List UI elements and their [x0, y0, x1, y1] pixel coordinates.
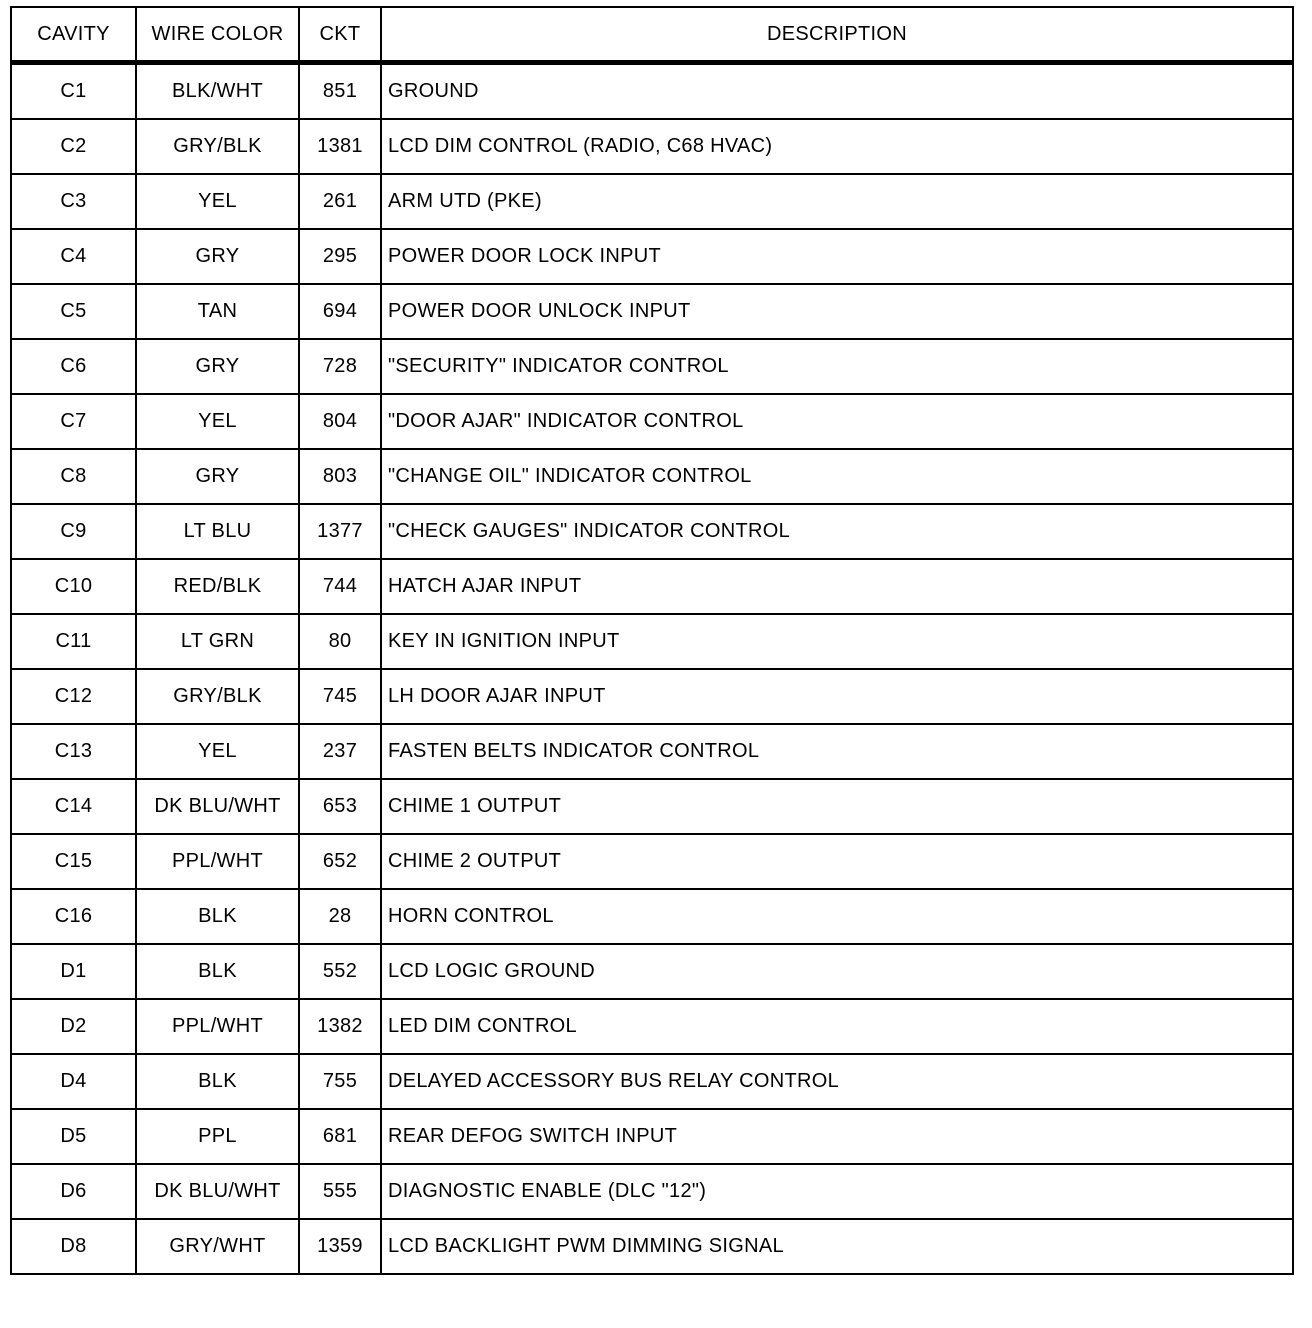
cell-cavity: D6: [11, 1164, 136, 1219]
table-row: [11, 339, 1293, 394]
table-row: [11, 944, 1293, 999]
cell-wire-color: GRY/WHT: [136, 1219, 299, 1274]
table-row: [11, 1164, 1293, 1219]
cell-wire-color: YEL: [136, 724, 299, 779]
table-row: [11, 999, 1293, 1054]
table-row: [11, 834, 1293, 889]
table-row: [11, 63, 1293, 120]
cell-ckt: 28: [299, 889, 381, 944]
cell-description: POWER DOOR LOCK INPUT: [381, 229, 1293, 284]
cell-wire-color: PPL/WHT: [136, 999, 299, 1054]
cell-ckt: 80: [299, 614, 381, 669]
cell-cavity: C2: [11, 119, 136, 174]
cell-wire-color: GRY: [136, 229, 299, 284]
cell-ckt: 744: [299, 559, 381, 614]
cell-ckt: 552: [299, 944, 381, 999]
cell-ckt: 653: [299, 779, 381, 834]
cell-description: LED DIM CONTROL: [381, 999, 1293, 1054]
cell-cavity: C15: [11, 834, 136, 889]
cell-description: REAR DEFOG SWITCH INPUT: [381, 1109, 1293, 1164]
cell-wire-color: YEL: [136, 394, 299, 449]
table-header-row: [11, 7, 1293, 63]
header-wire-color: WIRE COLOR: [136, 7, 299, 63]
table-row: [11, 1219, 1293, 1274]
cell-cavity: C12: [11, 669, 136, 724]
cell-cavity: C7: [11, 394, 136, 449]
table-row: [11, 1109, 1293, 1164]
cell-cavity: C10: [11, 559, 136, 614]
cell-cavity: C5: [11, 284, 136, 339]
header-cavity: CAVITY: [11, 7, 136, 63]
cell-ckt: 237: [299, 724, 381, 779]
cell-cavity: C13: [11, 724, 136, 779]
cell-cavity: C14: [11, 779, 136, 834]
cell-description: FASTEN BELTS INDICATOR CONTROL: [381, 724, 1293, 779]
cell-description: "CHECK GAUGES" INDICATOR CONTROL: [381, 504, 1293, 559]
cell-wire-color: GRY: [136, 449, 299, 504]
cell-description: "SECURITY" INDICATOR CONTROL: [381, 339, 1293, 394]
cell-cavity: D4: [11, 1054, 136, 1109]
cell-wire-color: GRY/BLK: [136, 119, 299, 174]
cell-ckt: 1359: [299, 1219, 381, 1274]
cell-description: LCD BACKLIGHT PWM DIMMING SIGNAL: [381, 1219, 1293, 1274]
cell-cavity: D8: [11, 1219, 136, 1274]
table-row: [11, 1054, 1293, 1109]
cell-wire-color: BLK: [136, 944, 299, 999]
cell-cavity: C9: [11, 504, 136, 559]
table-row: [11, 889, 1293, 944]
cell-description: HATCH AJAR INPUT: [381, 559, 1293, 614]
cell-description: ARM UTD (PKE): [381, 174, 1293, 229]
cell-wire-color: YEL: [136, 174, 299, 229]
table-row: [11, 229, 1293, 284]
cell-ckt: 803: [299, 449, 381, 504]
table-body: [11, 63, 1293, 1275]
cell-wire-color: TAN: [136, 284, 299, 339]
table-row: [11, 559, 1293, 614]
cell-cavity: D1: [11, 944, 136, 999]
cell-wire-color: DK BLU/WHT: [136, 1164, 299, 1219]
cell-description: LH DOOR AJAR INPUT: [381, 669, 1293, 724]
cell-ckt: 755: [299, 1054, 381, 1109]
table-row: [11, 174, 1293, 229]
cell-ckt: 1377: [299, 504, 381, 559]
cell-wire-color: GRY: [136, 339, 299, 394]
header-ckt: CKT: [299, 7, 381, 63]
cell-description: DIAGNOSTIC ENABLE (DLC "12"): [381, 1164, 1293, 1219]
table-row: [11, 449, 1293, 504]
cell-description: "DOOR AJAR" INDICATOR CONTROL: [381, 394, 1293, 449]
cell-ckt: 694: [299, 284, 381, 339]
cell-description: KEY IN IGNITION INPUT: [381, 614, 1293, 669]
cell-ckt: 652: [299, 834, 381, 889]
cell-wire-color: BLK: [136, 889, 299, 944]
table-row: [11, 284, 1293, 339]
cell-cavity: C6: [11, 339, 136, 394]
connector-pinout-table: [10, 6, 1294, 1275]
cell-ckt: 1381: [299, 119, 381, 174]
cell-ckt: 555: [299, 1164, 381, 1219]
cell-description: LCD DIM CONTROL (RADIO, C68 HVAC): [381, 119, 1293, 174]
cell-description: CHIME 2 OUTPUT: [381, 834, 1293, 889]
cell-wire-color: LT BLU: [136, 504, 299, 559]
cell-cavity: D5: [11, 1109, 136, 1164]
table-row: [11, 669, 1293, 724]
cell-description: "CHANGE OIL" INDICATOR CONTROL: [381, 449, 1293, 504]
cell-ckt: 681: [299, 1109, 381, 1164]
cell-wire-color: PPL/WHT: [136, 834, 299, 889]
cell-description: DELAYED ACCESSORY BUS RELAY CONTROL: [381, 1054, 1293, 1109]
cell-cavity: C3: [11, 174, 136, 229]
cell-ckt: 851: [299, 63, 381, 120]
cell-description: GROUND: [381, 63, 1293, 120]
cell-ckt: 1382: [299, 999, 381, 1054]
cell-ckt: 261: [299, 174, 381, 229]
cell-cavity: C4: [11, 229, 136, 284]
cell-wire-color: LT GRN: [136, 614, 299, 669]
table-row: [11, 394, 1293, 449]
cell-description: LCD LOGIC GROUND: [381, 944, 1293, 999]
table-row: [11, 614, 1293, 669]
cell-cavity: C8: [11, 449, 136, 504]
table-row: [11, 724, 1293, 779]
table-row: [11, 504, 1293, 559]
cell-description: POWER DOOR UNLOCK INPUT: [381, 284, 1293, 339]
cell-description: CHIME 1 OUTPUT: [381, 779, 1293, 834]
cell-wire-color: BLK/WHT: [136, 63, 299, 120]
cell-cavity: C11: [11, 614, 136, 669]
cell-wire-color: RED/BLK: [136, 559, 299, 614]
header-description: DESCRIPTION: [381, 7, 1293, 63]
table-row: [11, 779, 1293, 834]
cell-cavity: C1: [11, 63, 136, 120]
cell-cavity: D2: [11, 999, 136, 1054]
cell-ckt: 295: [299, 229, 381, 284]
cell-description: HORN CONTROL: [381, 889, 1293, 944]
cell-wire-color: PPL: [136, 1109, 299, 1164]
table-row: [11, 119, 1293, 174]
cell-ckt: 804: [299, 394, 381, 449]
cell-wire-color: DK BLU/WHT: [136, 779, 299, 834]
cell-wire-color: GRY/BLK: [136, 669, 299, 724]
cell-ckt: 728: [299, 339, 381, 394]
cell-ckt: 745: [299, 669, 381, 724]
cell-wire-color: BLK: [136, 1054, 299, 1109]
cell-cavity: C16: [11, 889, 136, 944]
